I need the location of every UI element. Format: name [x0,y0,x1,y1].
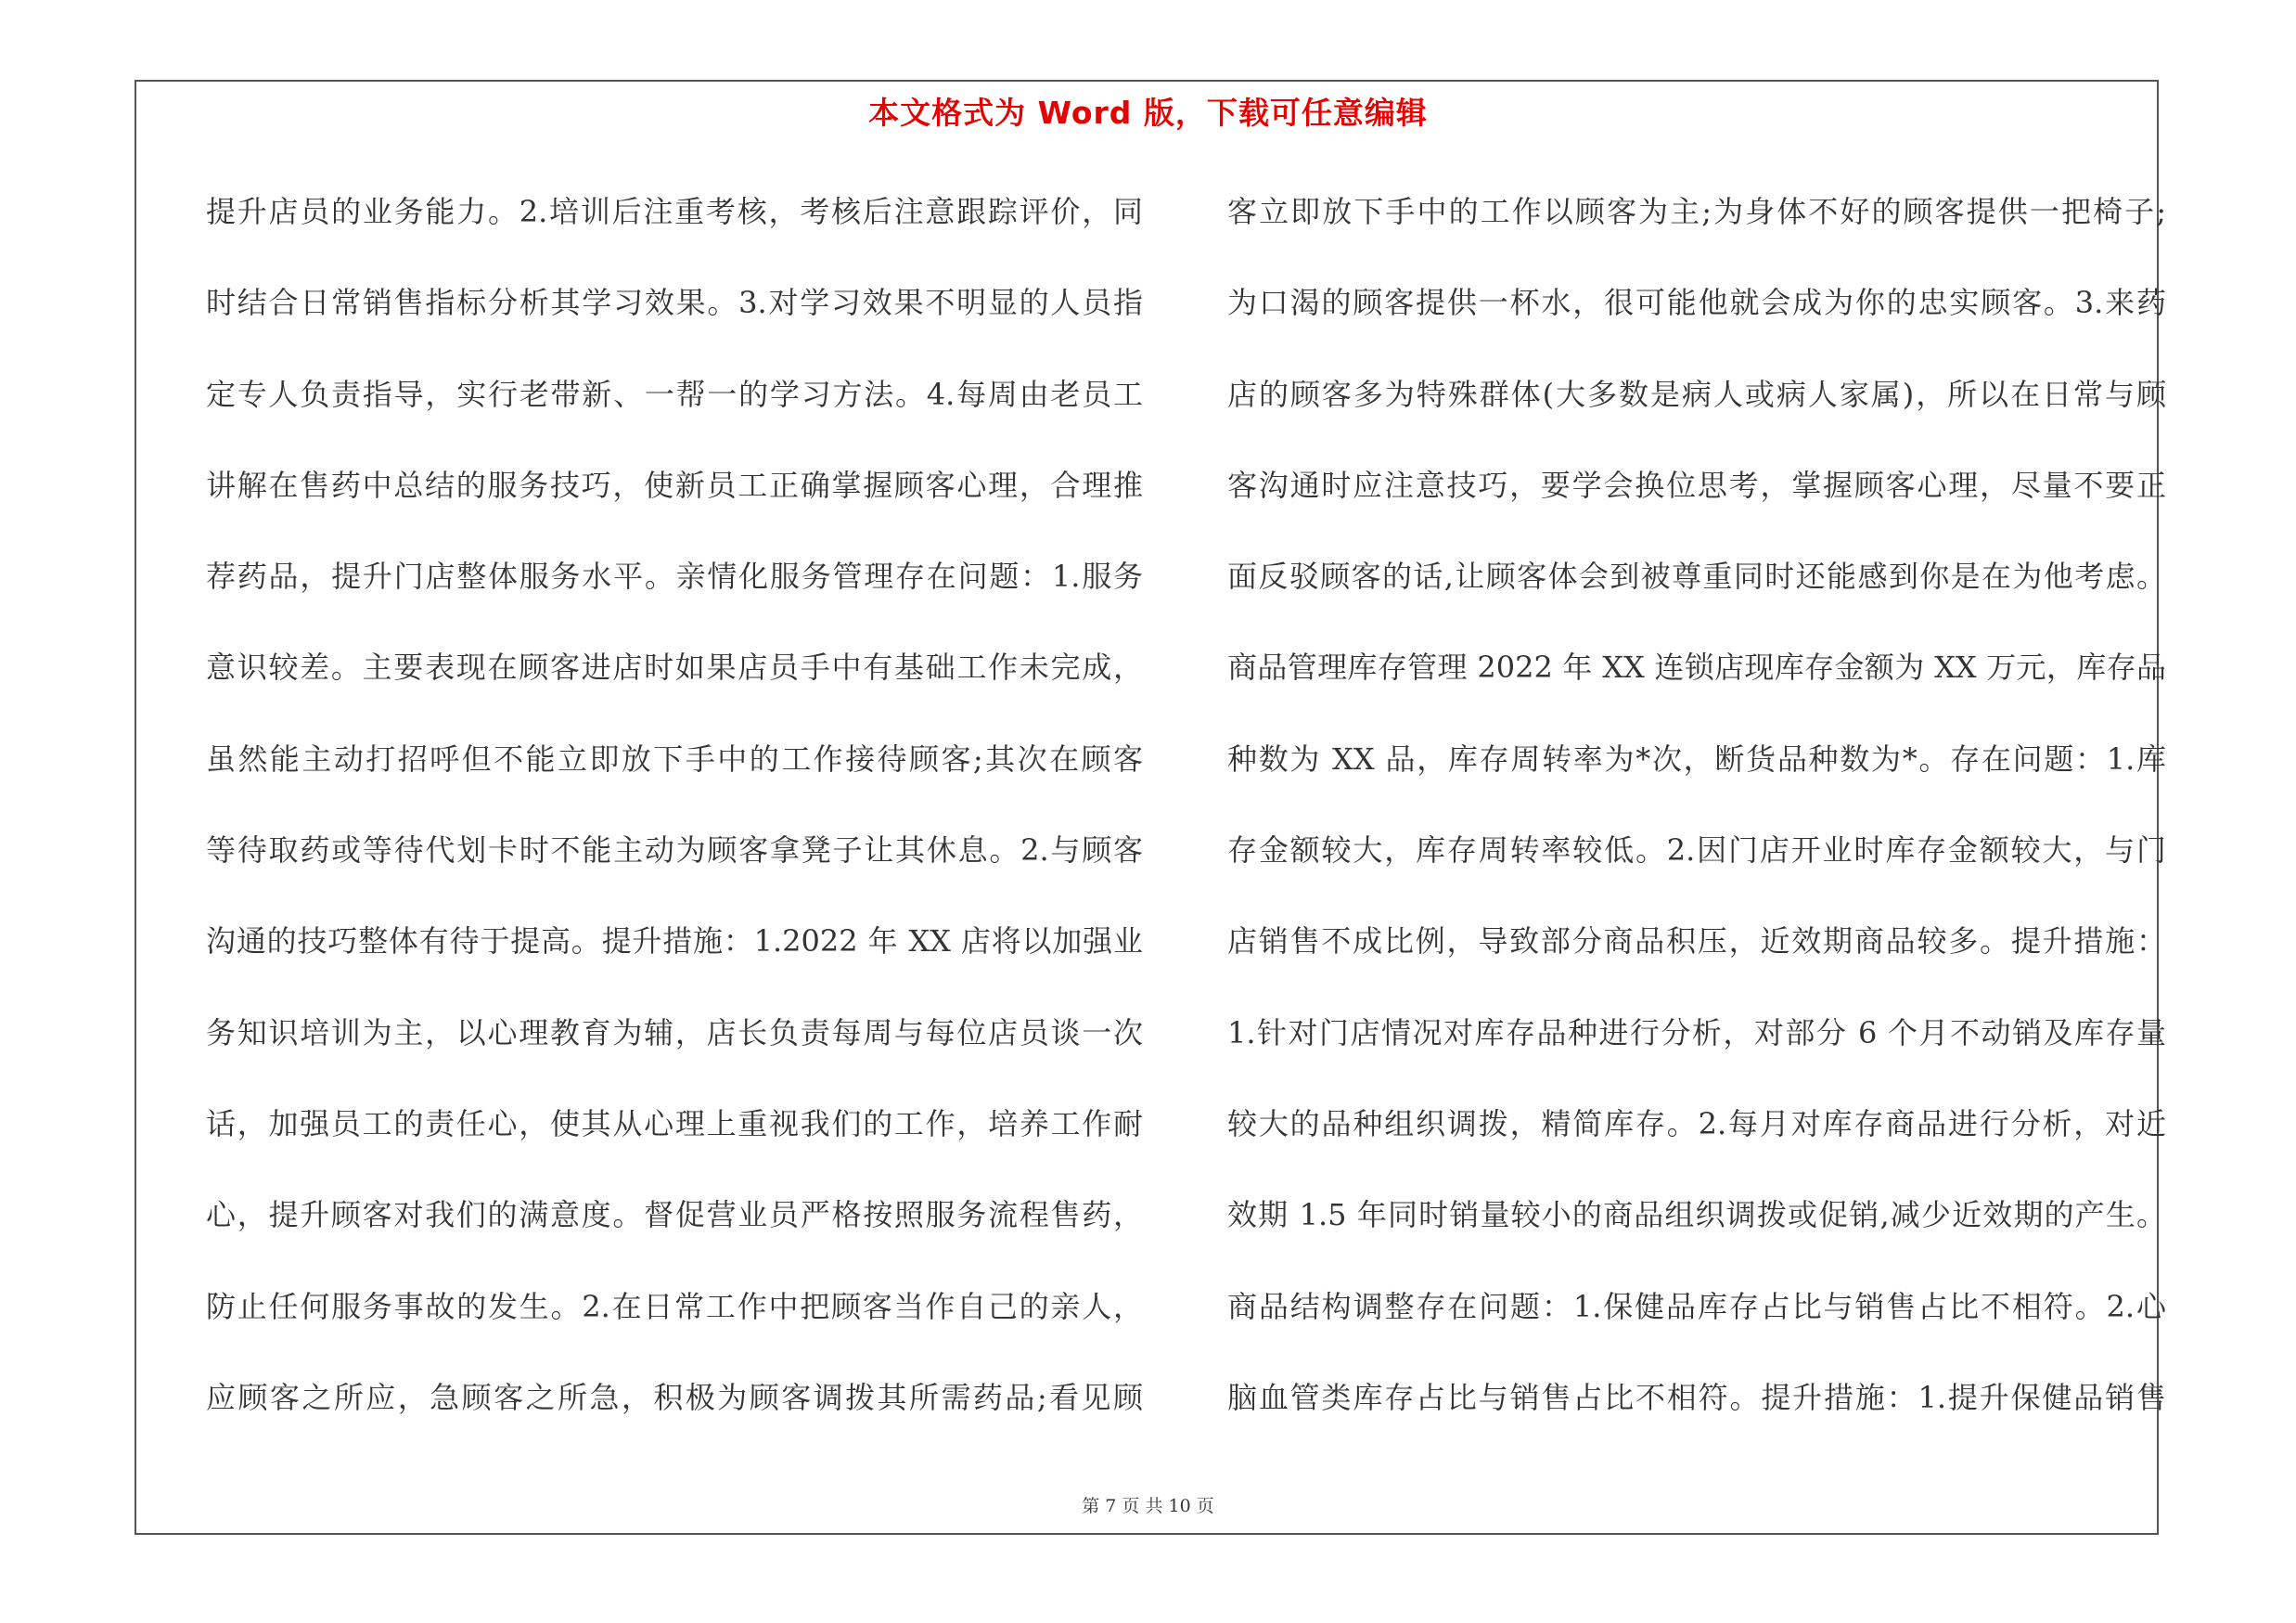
text-line: 客沟通时应注意技巧，要学会换位思考，掌握顾客心理，尽量不要正 [1227,467,2166,503]
text-line: 应顾客之所应，急顾客之所急，积极为顾客调拨其所需药品;看见顾 [206,1379,1143,1415]
text-line: 定专人负责指导，实行老带新、一帮一的学习方法。4.每周由老员工 [206,376,1143,412]
text-line: 脑血管类库存占比与销售占比不相符。提升措施：1.提升保健品销售 [1227,1379,2166,1415]
text-line: 商品管理库存管理 2022 年 XX 连锁店现库存金额为 XX 万元，库存品 [1227,650,2166,686]
text-line: 较大的品种组织调拨，精简库存。2.每月对库存商品进行分析，对近 [1227,1105,2166,1141]
text-line: 商品结构调整存在问题：1.保健品库存占比与销售占比不相符。2.心 [1227,1288,2166,1324]
text-line: 提升店员的业务能力。2.培训后注重考核，考核后注意跟踪评价，同 [206,194,1143,229]
text-line: 话，加强员工的责任心，使其从心理上重视我们的工作，培养工作耐 [206,1105,1143,1141]
text-line: 意识较差。主要表现在顾客进店时如果店员手中有基础工作未完成， [206,650,1143,686]
text-line: 等待取药或等待代划卡时不能主动为顾客拿凳子让其休息。2.与顾客 [206,832,1143,869]
left-text-column [206,182,1143,1459]
text-line: 店销售不成比例，导致部分商品积压，近效期商品较多。提升措施： [1227,923,2166,960]
text-line: 虽然能主动打招呼但不能立即放下手中的工作接待顾客;其次在顾客 [206,741,1143,777]
text-line: 店的顾客多为特殊群体(大多数是病人或病人家属)，所以在日常与顾 [1227,376,2166,412]
page-number-footer: 第 7 页 共 10 页 [1082,1496,1214,1516]
text-line: 务知识培训为主，以心理教育为辅，店长负责每周与每位店员谈一次 [206,1014,1143,1050]
text-line: 讲解在售药中总结的服务技巧，使新员工正确掌握顾客心理，合理推 [206,467,1143,503]
text-line: 荐药品，提升门店整体服务水平。亲情化服务管理存在问题：1.服务 [206,559,1143,595]
text-line: 沟通的技巧整体有待于提高。提升措施：1.2022 年 XX 店将以加强业 [206,923,1143,960]
text-line: 为口渴的顾客提供一杯水，很可能他就会成为你的忠实顾客。3.来药 [1227,285,2166,321]
format-notice-banner: 本文格式为 Word 版，下载可任意编辑 [868,95,1428,131]
right-text-column [1227,182,2166,1459]
text-line: 面反驳顾客的话,让顾客体会到被尊重同时还能感到你是在为他考虑。 [1227,559,2166,595]
text-line: 时结合日常销售指标分析其学习效果。3.对学习效果不明显的人员指 [206,285,1143,321]
text-line: 1.针对门店情况对库存品种进行分析，对部分 6 个月不动销及库存量 [1227,1014,2166,1050]
text-line: 客立即放下手中的工作以顾客为主;为身体不好的顾客提供一把椅子; [1227,194,2166,229]
text-line: 存金额较大，库存周转率较低。2.因门店开业时库存金额较大，与门 [1227,832,2166,869]
text-line: 种数为 XX 品，库存周转率为*次，断货品种数为*。存在问题：1.库 [1227,741,2166,777]
text-line: 效期 1.5 年同时销量较小的商品组织调拨或促销,减少近效期的产生。 [1227,1197,2166,1233]
text-line: 防止任何服务事故的发生。2.在日常工作中把顾客当作自己的亲人， [206,1288,1143,1324]
text-line: 心，提升顾客对我们的满意度。督促营业员严格按照服务流程售药， [206,1197,1143,1233]
